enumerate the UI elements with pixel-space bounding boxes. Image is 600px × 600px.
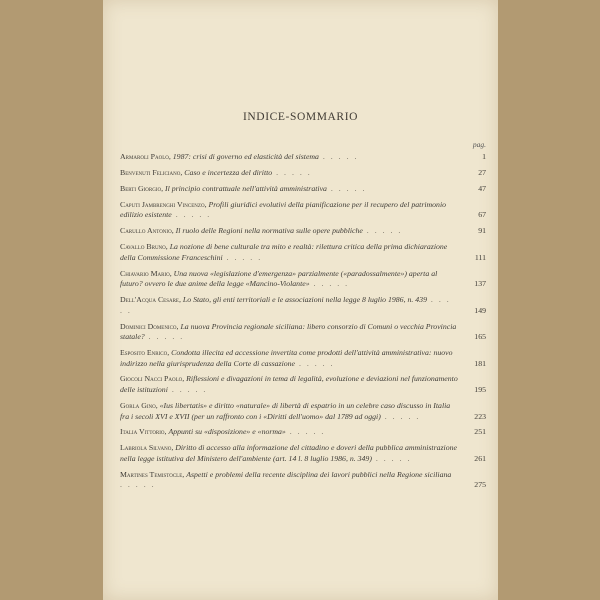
entry-author: Caputi Jambrenghi Vincenzo, [120, 199, 207, 209]
leader-dots: . . . . . [144, 332, 185, 342]
entry-title: Il principio contrattuale nell'attività amministrativa [165, 183, 327, 193]
entry-page-number: 47 [478, 183, 486, 193]
index-entry [120, 184, 486, 195]
entry-title: Caso e incertezza del diritto [184, 167, 273, 177]
entry-author: Armaroli Paolo, [120, 152, 171, 161]
index-entry [120, 401, 486, 422]
entry-page-number: 261 [474, 453, 486, 463]
entry-page-number: 223 [474, 411, 486, 421]
entry-title: Il ruolo delle Regioni nella normativa sulle opere pubbliche [175, 226, 363, 236]
entry-page-number: 67 [478, 210, 486, 220]
entry-page-number: 165 [474, 332, 486, 342]
entry-author: Esposito Enrico, [120, 347, 170, 357]
entry-page-number: 251 [474, 427, 486, 437]
index-entry [120, 200, 486, 221]
entry-title: «Ius libertatis» e diritto «naturale» di libertà di espatrio in un celebre caso discusso in Italia fra i secoli XVI e XVII (per un raffronto con i «Diritti dell'uomo» dal 1789 ad oggi) [120, 400, 451, 421]
entry-title: Diritto di accesso alla informazione del cittadino e doveri della pubblica amministrazione nella legge istitutiva del Ministero dell'ambiente (art. 14 l. 8 luglio 1986, n. 349) [120, 443, 457, 463]
index-entry [120, 269, 486, 290]
entry-page-number: 181 [474, 358, 486, 368]
entry-author: Dominici Domenico, [120, 321, 179, 331]
entry-title: La nozione di bene culturale tra mito e realtà: rilettura critica della prima dichiarazione della Commissione Franceschini [120, 242, 448, 262]
page-heading: INDICE-SOMMARIO [242, 111, 359, 123]
entry-author: Carullo Antonio, [120, 226, 174, 236]
entry-author: Benvenuti Feliciano, [120, 167, 183, 177]
entry-title: Lo Stato, gli enti territoriali e le associazioni nella legge 8 luglio 1986, n. 439 [182, 295, 427, 305]
leader-dots: . . . . . [120, 295, 451, 315]
leader-dots: . . . . . [272, 167, 312, 177]
entry-title: Condotta illecita ed accessione invertita come prodotti dell'attività amministrativa: nuovo indirizzo nella giurisprudenza della Corte di cassazione [120, 347, 453, 368]
entry-title: La nuova Provincia regionale siciliana: libero consorzio di Comuni o vecchia Provincia statale? [120, 321, 457, 342]
index-entry [120, 295, 486, 316]
entry-page-number: 1 [482, 152, 486, 161]
index-entry [120, 374, 486, 395]
leader-dots: . . . . . [120, 480, 156, 490]
index-entry [120, 322, 486, 343]
page-column-label: pag. [472, 140, 486, 149]
entry-author: Dell'Acqua Cesare, [120, 295, 181, 305]
entry-title: Riflessioni e divagazioni in tema di legalità, evoluzione e deviazioni nel funzionamento delle istituzioni [120, 374, 458, 395]
index-entry [120, 443, 486, 464]
entry-author: Labriola Silvano, [120, 443, 174, 453]
book-page [103, 0, 498, 600]
entry-title: Profili giuridici evolutivi della pianificazione per il recupero del patrimonio edilizio esistente [120, 199, 447, 220]
entry-page-number: 195 [474, 385, 486, 395]
leader-dots: . . . . . [371, 453, 412, 463]
entry-page-number: 275 [474, 480, 486, 490]
entry-author: Gorla Gino, [120, 400, 158, 410]
leader-dots: . . . . . [380, 411, 421, 421]
leader-dots: . . . . . [167, 385, 208, 395]
entry-author: Berti Giorgio, [120, 183, 164, 193]
index-entry [120, 168, 486, 179]
entry-author: Italia Vittorio, [120, 427, 167, 437]
leader-dots: . . . . . [326, 183, 367, 193]
index-entry [120, 427, 486, 438]
entry-page-number: 111 [474, 252, 486, 262]
entry-page-number: 91 [478, 226, 486, 236]
index-entry [120, 242, 486, 263]
entry-title: Appunti su «disposizione» e «norma» [168, 427, 286, 437]
leader-dots: . . . . . [362, 226, 403, 236]
entry-author: Cavallo Bruno, [120, 242, 168, 252]
index-entry [120, 348, 486, 369]
leader-dots: . . . . . [285, 427, 326, 437]
entry-title: 1987: crisi di governo ed elasticità del sistema [172, 152, 319, 161]
entry-author: Chiavario Mario, [120, 268, 172, 278]
entry-page-number: 149 [474, 305, 486, 315]
entry-author: Martines Temistocle, [120, 469, 185, 479]
entry-author: Giocoli Nacci Paolo, [120, 374, 185, 384]
index-list [120, 152, 486, 496]
entry-title: Una nuova «legislazione d'emergenza» parzialmente («paradossalmente») aperta al futuro? ovvero le due anime della legge «Mancino-Violante» [120, 268, 438, 289]
leader-dots: . . . . . [295, 358, 335, 368]
leader-dots: . . . . . [171, 210, 212, 220]
index-entry [120, 152, 486, 163]
leader-dots: . . . . . [309, 279, 350, 289]
leader-dots: . . . . . [318, 152, 359, 161]
entry-page-number: 27 [478, 167, 486, 177]
entry-page-number: 137 [474, 279, 486, 289]
index-entry [120, 470, 486, 491]
leader-dots: . . . . . [222, 252, 263, 262]
index-entry [120, 226, 486, 237]
entry-title: Aspetti e problemi della recente disciplina dei lavori pubblici nella Regione siciliana [186, 469, 452, 479]
